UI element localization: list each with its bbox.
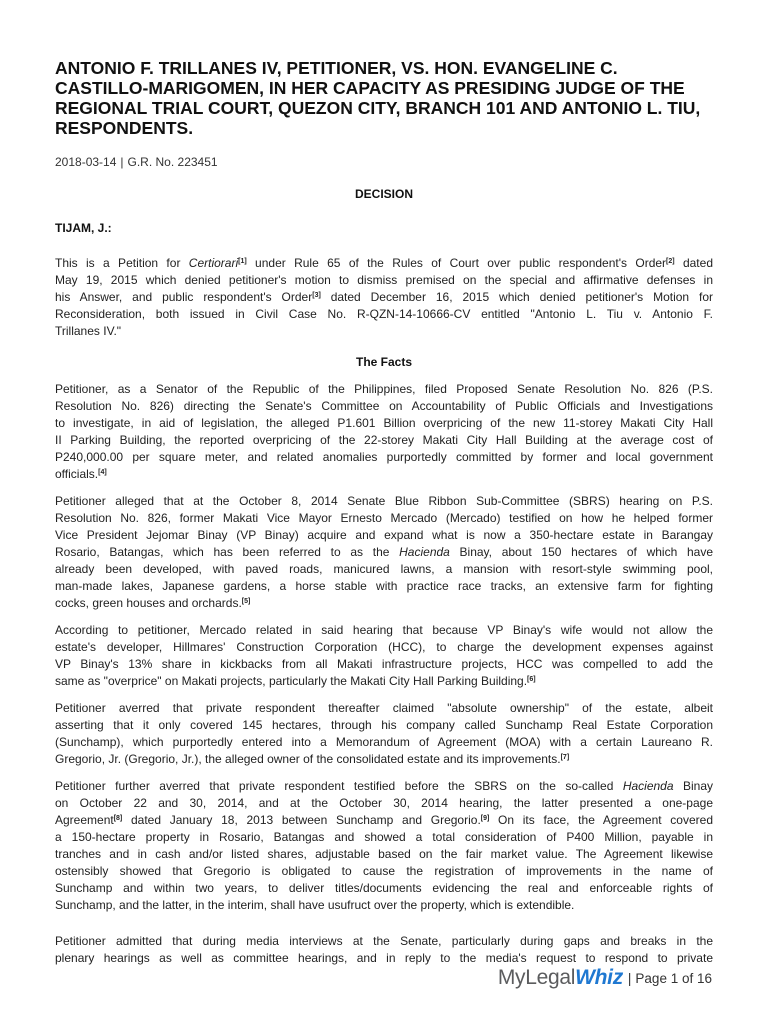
text-run: Sunchamp and within two years, to deliver titles/documents evidencing the real and enforceable rights of [55,880,713,895]
text-line [55,561,713,578]
italic-term: Hacienda [622,778,674,793]
text-line [55,950,713,967]
text-line [55,527,713,544]
text-run: officials. [55,466,99,481]
text-run: Sunchamp, and the latter, in the interim, shall have usufruct over the property, which is extendible. [55,897,575,912]
text-run: May 19, 2015 which denied petitioner's motion to dismiss premised on the special and affirmative defenses in [55,272,713,287]
text-line [55,751,713,768]
footnote-ref: [1] [238,257,247,265]
logo-wordmark-accent: Whiz [575,966,623,989]
text-line [55,415,713,432]
text-line [55,880,713,897]
text-run: dated December 16, 2015 which denied petitioner's Motion for [320,289,713,304]
text-run: Agreement [55,812,114,827]
text-run: Petitioner further averred that private respondent testified before the SBRS on the so-called [55,778,623,793]
text-line [55,510,713,527]
text-run: dated January 18, 2013 between Sunchamp and Gregorio. [122,812,481,827]
paragraph [55,778,713,914]
text-run: to investigate, in aid of legislation, the alleged P1.601 Billion overpricing of the new 11-storey Makati City Hall [55,415,713,430]
text-run: Binay, about 150 hectares of which have [449,544,713,559]
text-run: Trillanes IV." [55,323,122,338]
text-run: under Rule 65 of the Rules of Court over public respondent's Order [246,255,667,270]
text-line [55,673,713,690]
footnote-ref: [7] [560,753,570,761]
document-meta [55,154,713,171]
text-run: Gregorio, Jr. (Gregorio, Jr.), the alleged owner of the consolidated estate and its improvements. [55,751,561,766]
text-line [55,829,713,846]
page-indicator: Page 1 of 16 [635,970,712,986]
text-line [55,323,713,340]
footnote-ref: [5] [241,597,251,605]
text-run: On its face, the Agreement covered [489,812,713,827]
text-line [55,595,713,612]
text-run: a 150-hectare property in Rosario, Batangas and showed a total consideration of P400 Million, payable in [55,829,713,844]
text-line [55,933,713,950]
gr-number: G.R. No. 223451 [127,154,218,169]
intro-section [55,255,713,340]
text-run: This is a Petition for [55,255,189,270]
text-run: cocks, green houses and orchards. [55,595,242,610]
text-run: II Parking Building, the reported overpricing of the 22-storey Makati City Hall Building at the average cost of [55,432,713,447]
mylegalwhiz-logo [498,966,623,990]
text-run: man-made lakes, Japanese gardens, a horse stable with practice race tracks, an extensive farm for fighting [55,578,713,593]
document-page [55,58,713,967]
footnote-ref: [8] [113,814,123,822]
paragraph [55,700,713,768]
text-line [55,306,713,323]
text-run: Resolution No. 826) directing the Senate's Committee on Accountability of Public Officials and Investigations [55,398,713,413]
text-run: estate's developer, Hillmares' Construction Corporation (HCC), to charge the development expenses against [55,639,713,654]
text-line [55,272,713,289]
text-run: plenary hearings as well as committee hearings, and in reply to the media's request to respond to private [55,950,713,965]
page-footer [498,966,712,990]
text-run: his Answer, and public respondent's Order [55,289,313,304]
text-run: Vice President Jejomar Binay (VP Binay) acquire and expand what is now a 350-hectare estate in Barangay [55,527,713,542]
text-line [55,493,713,510]
text-line [55,846,713,863]
facts-section [55,381,713,967]
text-line [55,639,713,656]
paragraph [55,255,713,340]
text-run: VP Binay's 13% share in kickbacks from all Makati infrastructure projects, HCC was compelled to add the [55,656,713,671]
paragraph [55,933,713,967]
text-run: P240,000.00 per square meter, and related anomalies purportedly committed by former and local government [55,449,713,464]
text-run: Petitioner alleged that at the October 8, 2014 Senate Blue Ribbon Sub-Committee (SBRS) hearing on P.S. [55,493,713,508]
text-run: dated [674,255,713,270]
text-line [55,812,713,829]
text-line [55,778,713,795]
text-run: on October 22 and 30, 2014, and at the October 30, 2014 hearing, the latter presented a one-page [55,795,713,810]
text-line [55,622,713,639]
footer-separator: | [627,970,632,986]
text-line [55,897,713,914]
paragraph [55,381,713,483]
meta-separator: | [120,154,124,169]
text-run: already been developed, with paved roads, manicured lawns, a mansion with resort-style swimming pool, [55,561,713,576]
text-line [55,432,713,449]
text-line [55,289,713,306]
footnote-ref: [2] [666,257,675,265]
text-line [55,544,713,561]
italic-term: Hacienda [399,544,450,559]
paragraph [55,622,713,690]
document-date: 2018-03-14 [55,154,117,169]
text-line [55,863,713,880]
italic-term: Certiorari [188,255,239,270]
text-run: same as "overprice" on Makati projects, particularly the Makati City Hall Parking Building. [55,673,528,688]
text-line [55,381,713,398]
text-line [55,795,713,812]
text-line [55,449,713,466]
ponente: TIJAM, J.: [55,220,112,235]
text-line [55,255,713,272]
text-run: Petitioner, as a Senator of the Republic of the Philippines, filed Proposed Senate Resolution No. 826 (P.S. [55,381,713,396]
footnote-ref: [6] [527,675,536,683]
document-title: ANTONIO F. TRILLANES IV, PETITIONER, VS. HON. EVANGELINE C. CASTILLO-MARIGOMEN, IN HER CAPACITY AS PRESIDING JUDGE OF THE REGIONAL TRIAL COURT, QUEZON CITY, BRANCH 101 AND ANTONIO L. TIU, RESPONDENTS. [55,58,701,138]
text-line [55,700,713,717]
text-line [55,656,713,673]
text-line [55,398,713,415]
text-line [55,466,713,483]
decision-heading: DECISION [354,186,413,201]
text-run: Rosario, Batangas, which has been referred to as the [55,544,400,559]
text-line [55,578,713,595]
text-run: tranches and in cash and/or listed shares, adjustable based on the fair market value. The Agreement likewise [55,846,713,861]
footnote-ref: [4] [98,468,107,476]
text-run: Binay [673,778,714,793]
logo-wordmark: MyLegal [497,966,576,989]
text-run: Petitioner averred that private respondent thereafter claimed "absolute ownership" of the estate, albeit [55,700,713,715]
footnote-ref: [3] [312,291,321,299]
text-run: (Sunchamp), which purportedly entered into a Memorandum of Agreement (MOA) with a certain Laureano R. [55,734,713,749]
text-run: Reconsideration, both issued in Civil Case No. R-QZN-14-10666-CV entitled "Antonio L. Tiu v. Antonio F. [55,306,713,321]
section-heading-facts: The Facts [355,354,412,369]
text-line [55,734,713,751]
text-run: Resolution No. 826, former Makati Vice Mayor Ernesto Mercado (Mercado) testified on how he helped former [55,510,713,525]
footnote-ref: [9] [480,814,490,822]
text-run: According to petitioner, Mercado related in said hearing that because VP Binay's wife would not allow the [55,622,713,637]
paragraph [55,493,713,612]
text-run: asserting that it only covered 145 hectares, through his company called Sunchamp Real Estate Corporation [55,717,713,732]
text-line [55,717,713,734]
text-run: ostensibly showed that Gregorio is obligated to cause the registration of improvements in the name of [55,863,713,878]
text-run: Petitioner admitted that during media interviews at the Senate, particularly during gaps and breaks in the [55,933,713,948]
